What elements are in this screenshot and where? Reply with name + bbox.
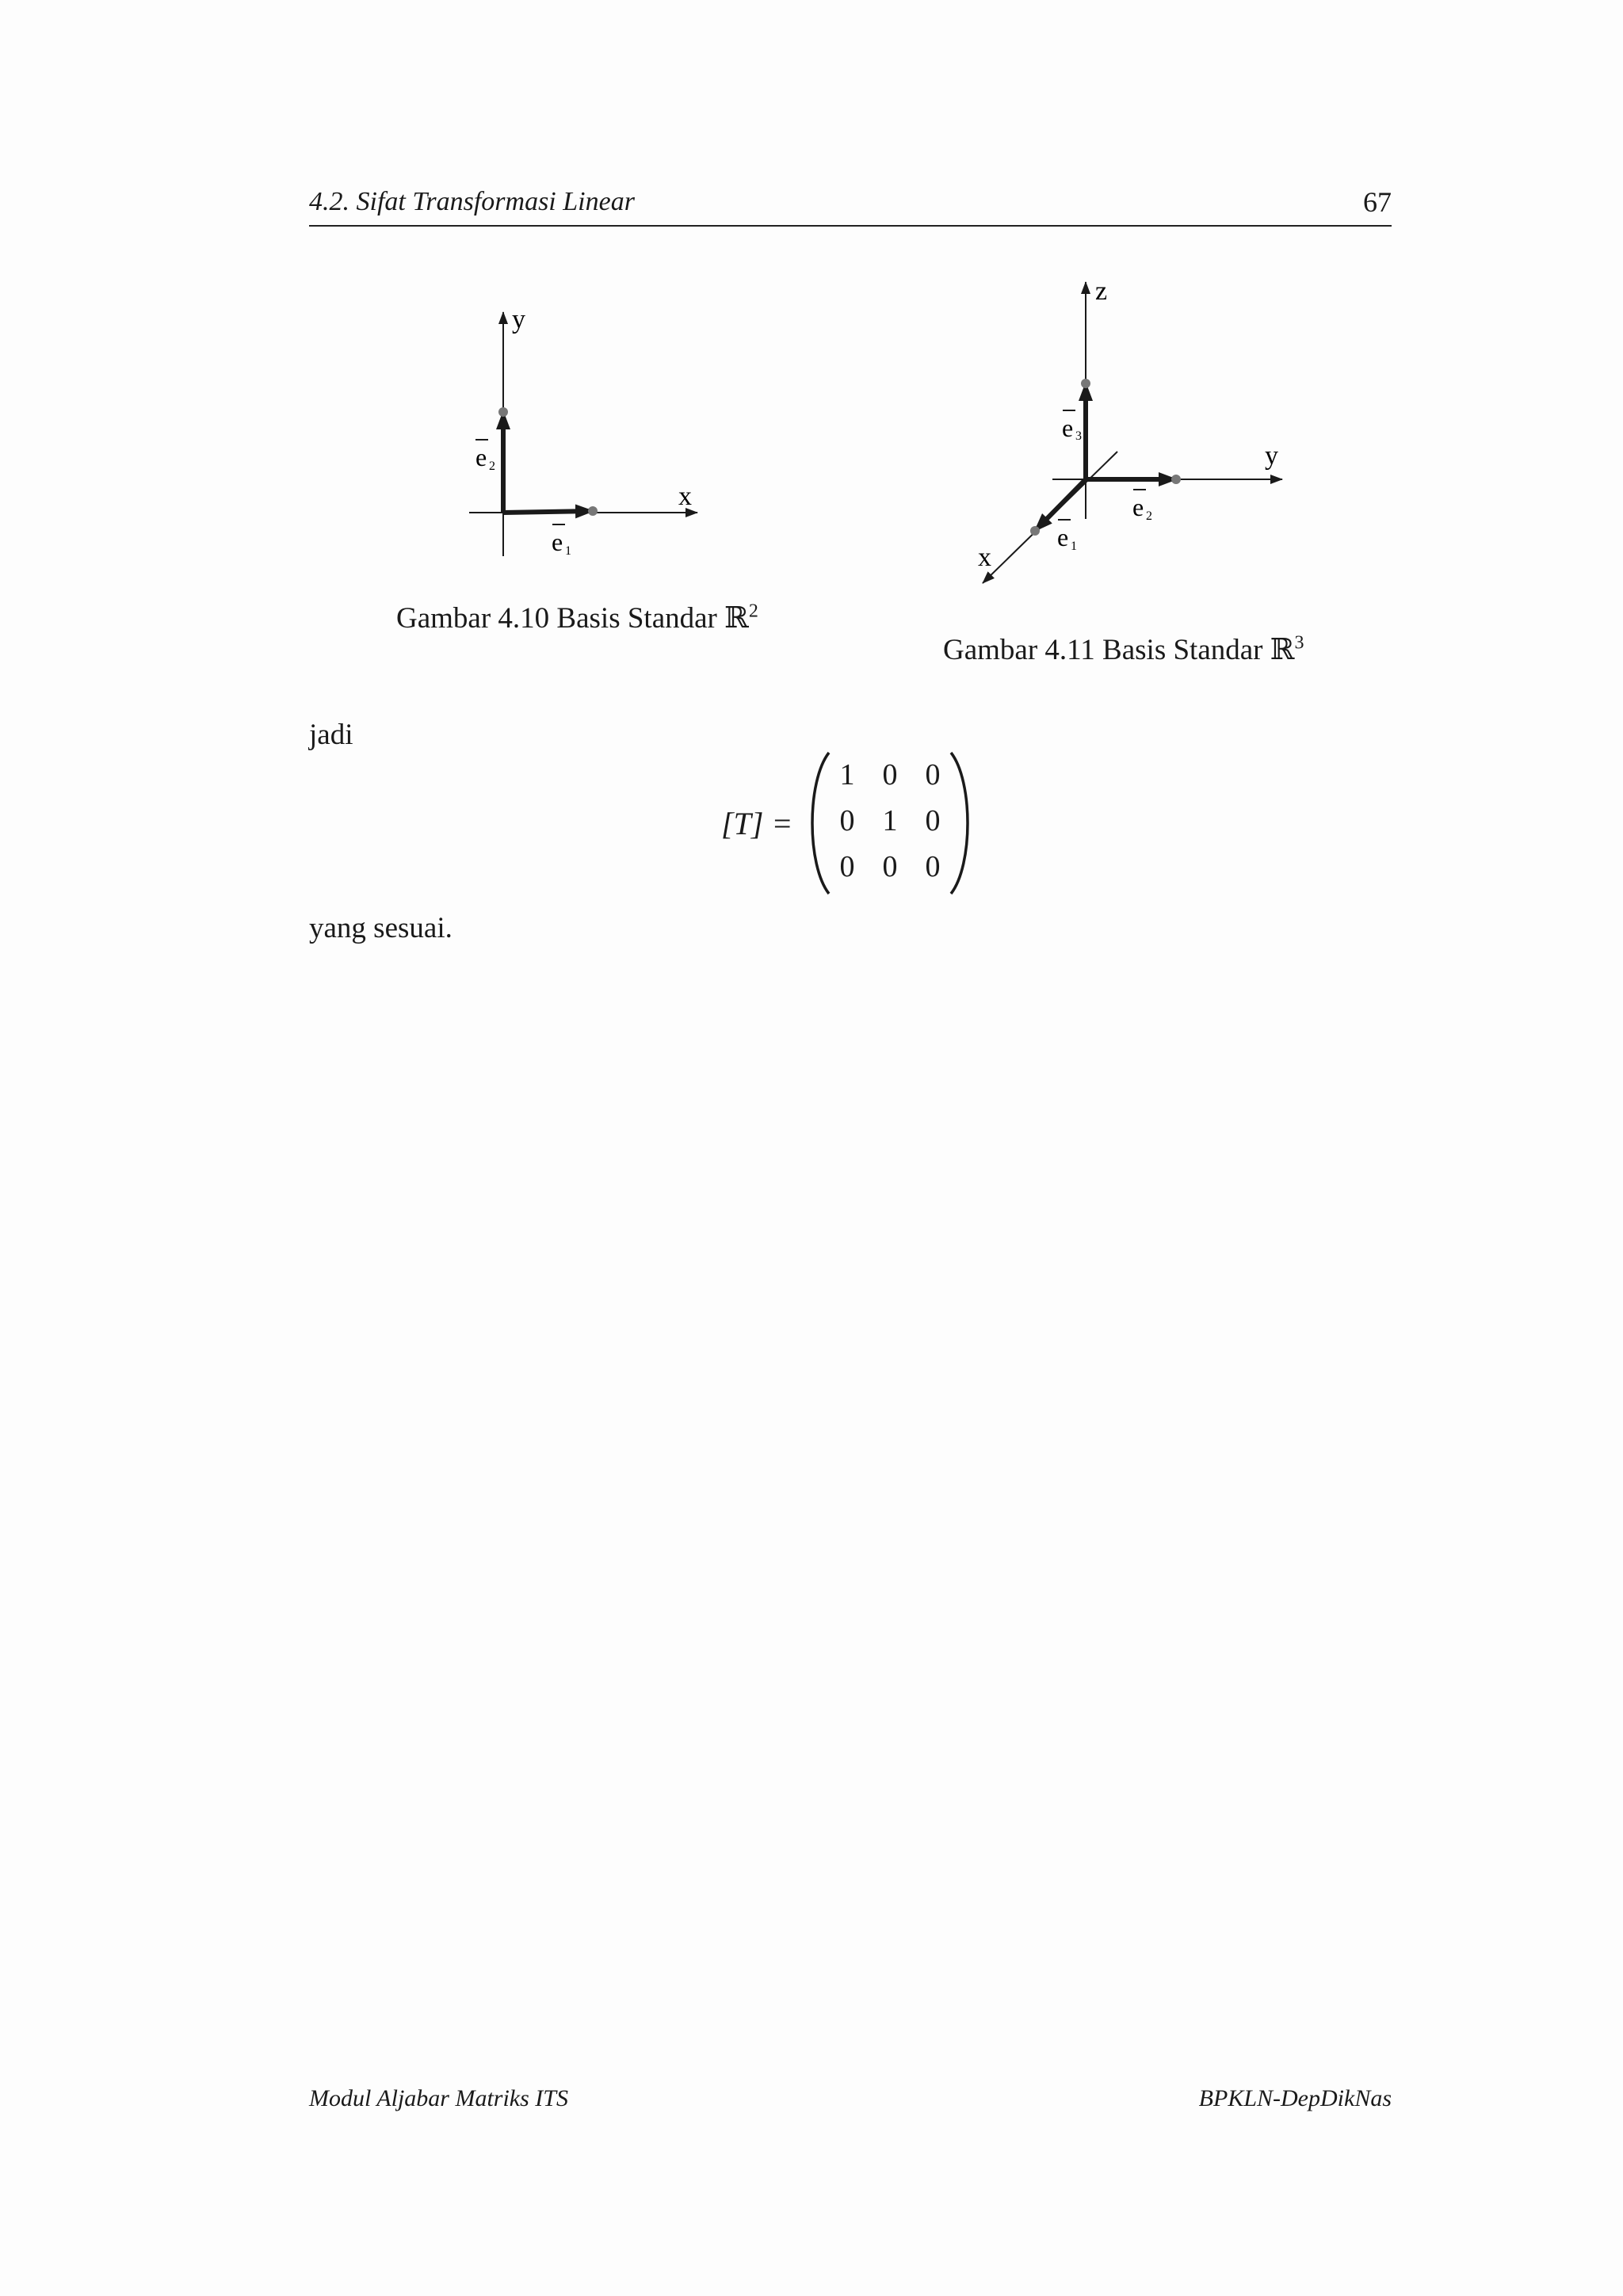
- conclusion-text: yang sesuai.: [309, 912, 453, 944]
- section-title: 4.2. Sifat Transformasi Linear: [309, 187, 635, 216]
- footer-right: BPKLN-DepDikNas: [1198, 2085, 1392, 2111]
- svg-text:1: 1: [1071, 540, 1077, 553]
- matrix-cell: 1: [839, 758, 855, 791]
- matrix-cell: 0: [882, 850, 898, 883]
- intro-text: jadi: [309, 719, 353, 751]
- matrix-cell: 1: [882, 804, 898, 837]
- svg-text:3: 3: [1075, 429, 1082, 443]
- x-axis-label: x: [678, 482, 692, 511]
- matrix-label: [T] =: [721, 806, 793, 841]
- svg-text:e: e: [552, 528, 563, 556]
- figure-2d-caption: Gambar 4.10 Basis Standar ℝ$^2$: [396, 601, 758, 635]
- matrix-row: [826, 803, 954, 849]
- e3-label: [1062, 410, 1082, 443]
- matrix-cell: 0: [925, 804, 941, 837]
- svg-text:e: e: [1132, 493, 1144, 521]
- svg-text:2: 2: [1146, 509, 1152, 523]
- y-axis-label: y: [1265, 441, 1278, 471]
- matrix-cell: 0: [925, 758, 941, 791]
- matrix-body: [826, 757, 954, 895]
- matrix-cell: 0: [925, 850, 941, 883]
- svg-text:e: e: [475, 443, 487, 471]
- z-axis-label: z: [1095, 277, 1108, 306]
- svg-text:e: e: [1057, 523, 1069, 551]
- e2-label: [475, 440, 495, 473]
- figure-3d-caption: Gambar 4.11 Basis Standar ℝ$^3$: [943, 632, 1304, 666]
- svg-text:2: 2: [489, 460, 495, 473]
- x-axis-label: x: [978, 543, 991, 572]
- running-header: [309, 184, 1392, 227]
- e1-label: [552, 524, 571, 558]
- matrix-cell: 0: [839, 850, 855, 883]
- matrix-row: [826, 757, 954, 803]
- svg-text:e: e: [1062, 414, 1074, 442]
- matrix-cell: 0: [882, 758, 898, 791]
- figure-3d-basis: [967, 269, 1300, 602]
- figure-2d-basis: [444, 301, 713, 570]
- matrix-cell: 0: [839, 804, 855, 837]
- page-number: 67: [1363, 186, 1392, 218]
- y-axis-label: y: [512, 305, 525, 334]
- footer-left: Modul Aljabar Matriks ITS: [309, 2085, 568, 2111]
- matrix-row: [826, 849, 954, 895]
- e2-label: [1132, 490, 1152, 523]
- e1-vector: [503, 511, 593, 513]
- e1-label: [1057, 520, 1077, 553]
- svg-text:1: 1: [565, 544, 571, 558]
